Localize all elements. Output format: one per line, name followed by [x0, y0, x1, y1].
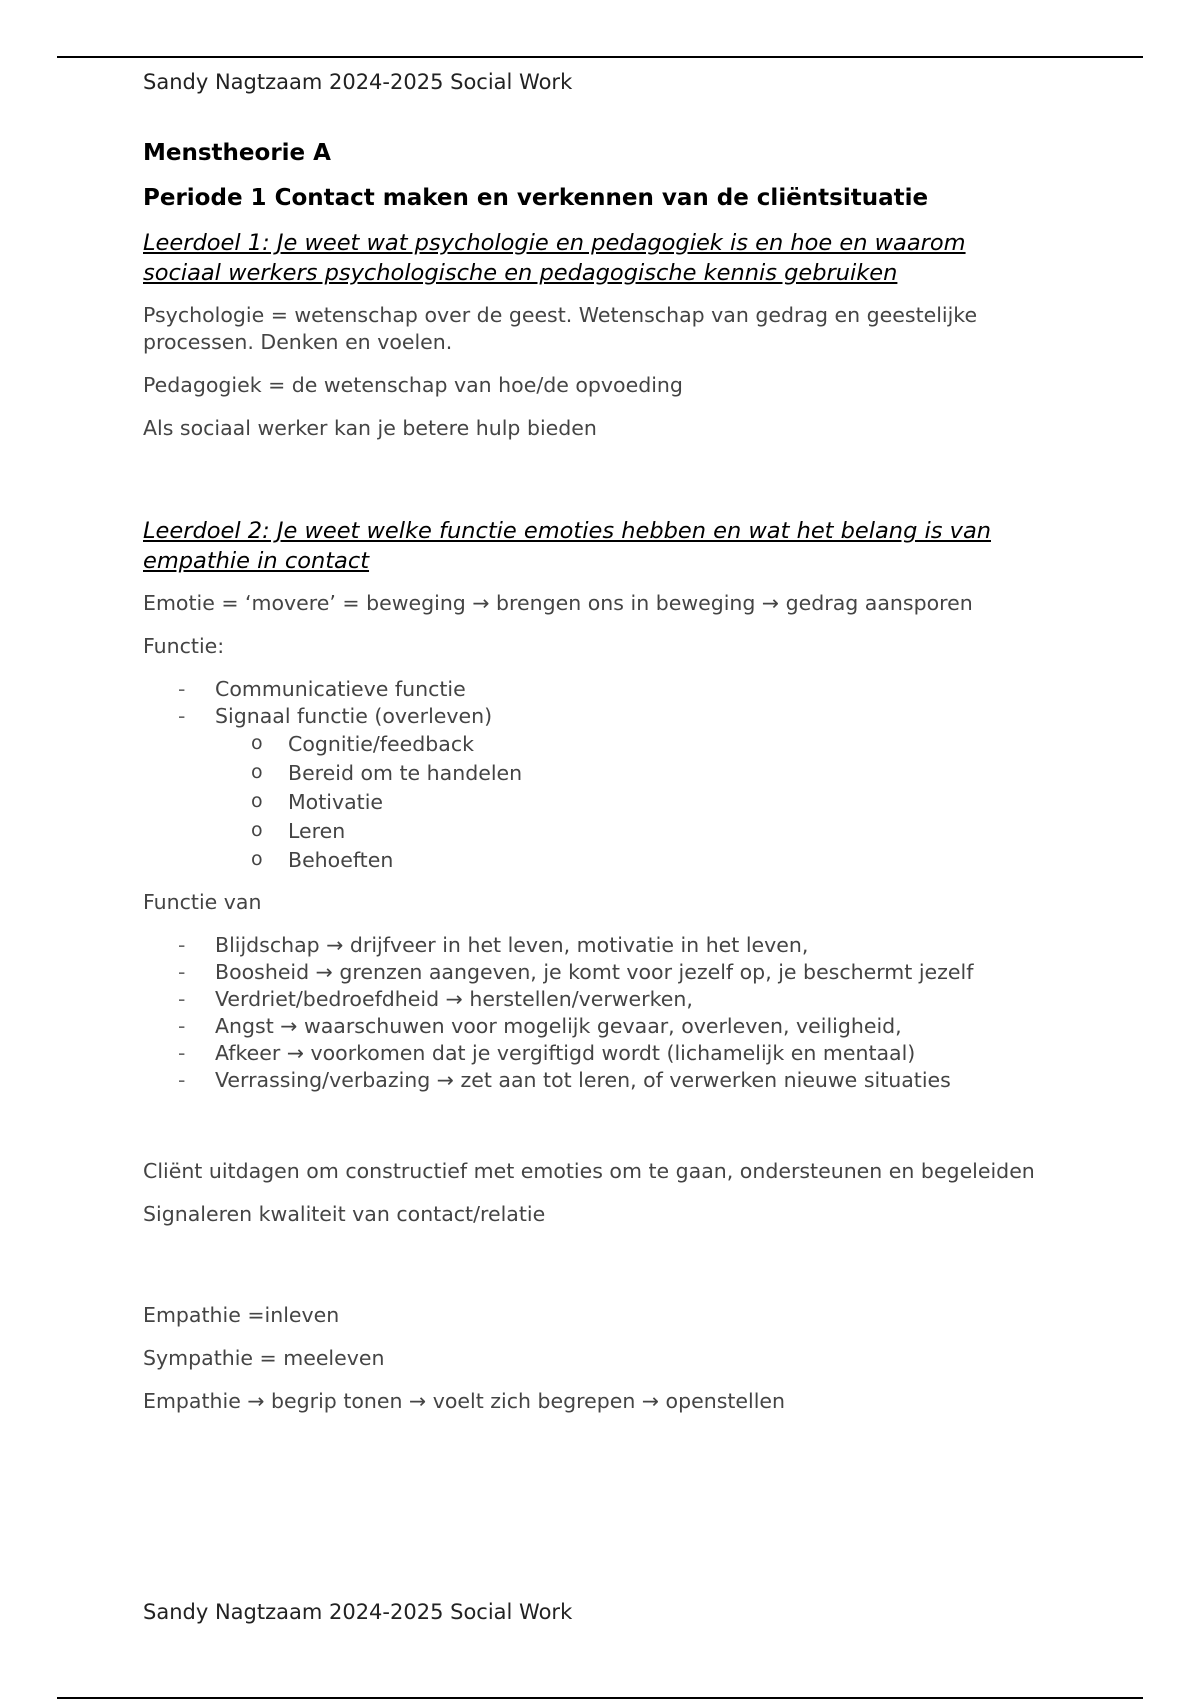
list-item: - Boosheid → grenzen aangeven, je komt voor jezelf op, je beschermt jezelf: [178, 960, 974, 984]
functions-label: Functie:: [143, 634, 225, 658]
dash-bullet: -: [178, 1068, 186, 1092]
sub-list-item: o Bereid om te handelen: [288, 759, 1083, 788]
learning-goal-2-line1: Leerdoel 2: Je weet welke functie emoties hebben en wat het belang is van: [143, 518, 991, 544]
learning-goal-2-line2: empathie in contact: [143, 548, 370, 574]
bottom-rule: [57, 1697, 1143, 1699]
list-item: - Signaal functie (overleven) o Cognitie/feedback o Bereid om te handelen o Motivatie o Leren o Behoeften: [215, 703, 1083, 875]
emotions-list: [143, 932, 1083, 1094]
document-body: [143, 140, 1083, 1431]
empathy-chain: Empathie → begrip tonen → voelt zich begrepen → openstellen: [143, 1389, 786, 1413]
emotion-definition: Emotie = ‘movere’ = beweging → brengen ons in beweging → gedrag aansporen: [143, 591, 973, 615]
learning-goal-1-line1: Leerdoel 1: Je weet wat psychologie en pedagogiek is en hoe en waarom: [143, 230, 966, 256]
list-item: - Blijdschap → drijfveer in het leven, motivatie in het leven,: [178, 933, 809, 957]
learning-goal-1-heading: [143, 228, 1083, 288]
sympathy-definition: Sympathie = meeleven: [143, 1346, 385, 1370]
circle-bullet: o: [251, 848, 263, 870]
function-of-label: Functie van: [143, 890, 262, 914]
dash-bullet: -: [178, 704, 186, 728]
list-item: - Afkeer → voorkomen dat je vergiftigd wordt (lichamelijk en mentaal): [178, 1041, 916, 1065]
sub-list-item: o Cognitie/feedback: [288, 730, 1083, 759]
dash-bullet: -: [178, 960, 186, 984]
sub-list-item: o Behoeften: [288, 846, 1083, 875]
learning-goal-2-heading: [143, 516, 1083, 576]
empathy-definition: Empathie =inleven: [143, 1303, 340, 1327]
sub-list-item: o Motivatie: [288, 788, 1083, 817]
client-challenge-text: Cliënt uitdagen om constructief met emoties om te gaan, ondersteunen en begeleiden: [143, 1159, 1035, 1183]
dash-bullet: -: [178, 933, 186, 957]
signal-subitems: [215, 730, 1083, 875]
dash-bullet: -: [178, 1014, 186, 1038]
dash-bullet: -: [178, 987, 186, 1011]
functions-list: [143, 676, 1083, 875]
social-worker-note: Als sociaal werker kan je betere hulp bieden: [143, 416, 597, 440]
circle-bullet: o: [251, 819, 263, 841]
dash-bullet: -: [178, 1041, 186, 1065]
circle-bullet: o: [251, 732, 263, 754]
course-title: Menstheorie A: [143, 140, 331, 166]
learning-goal-1-line2: sociaal werkers psychologische en pedagogische kennis gebruiken: [143, 260, 898, 286]
list-item: - Verrassing/verbazing → zet aan tot leren, of verwerken nieuwe situaties: [178, 1068, 951, 1092]
list-item: - Communicatieve functie: [178, 677, 466, 701]
list-item: - Verdriet/bedroefdheid → herstellen/verwerken,: [178, 987, 693, 1011]
top-rule: [57, 56, 1143, 58]
list-item: - Angst → waarschuwen voor mogelijk gevaar, overleven, veiligheid,: [178, 1014, 902, 1038]
dash-bullet: -: [178, 677, 186, 701]
page-footer: Sandy Nagtzaam 2024-2025 Social Work: [143, 1600, 573, 1624]
page-header: Sandy Nagtzaam 2024-2025 Social Work: [143, 70, 573, 94]
circle-bullet: o: [251, 761, 263, 783]
psychology-definition: Psychologie = wetenschap over de geest. Wetenschap van gedrag en geestelijke processen. Denken en voelen.: [143, 303, 978, 354]
circle-bullet: o: [251, 790, 263, 812]
period-title: Periode 1 Contact maken en verkennen van de cliëntsituatie: [143, 185, 929, 211]
pedagogy-definition: Pedagogiek = de wetenschap van hoe/de opvoeding: [143, 373, 683, 397]
signal-quality-text: Signaleren kwaliteit van contact/relatie: [143, 1202, 546, 1226]
sub-list-item: o Leren: [288, 817, 1083, 846]
